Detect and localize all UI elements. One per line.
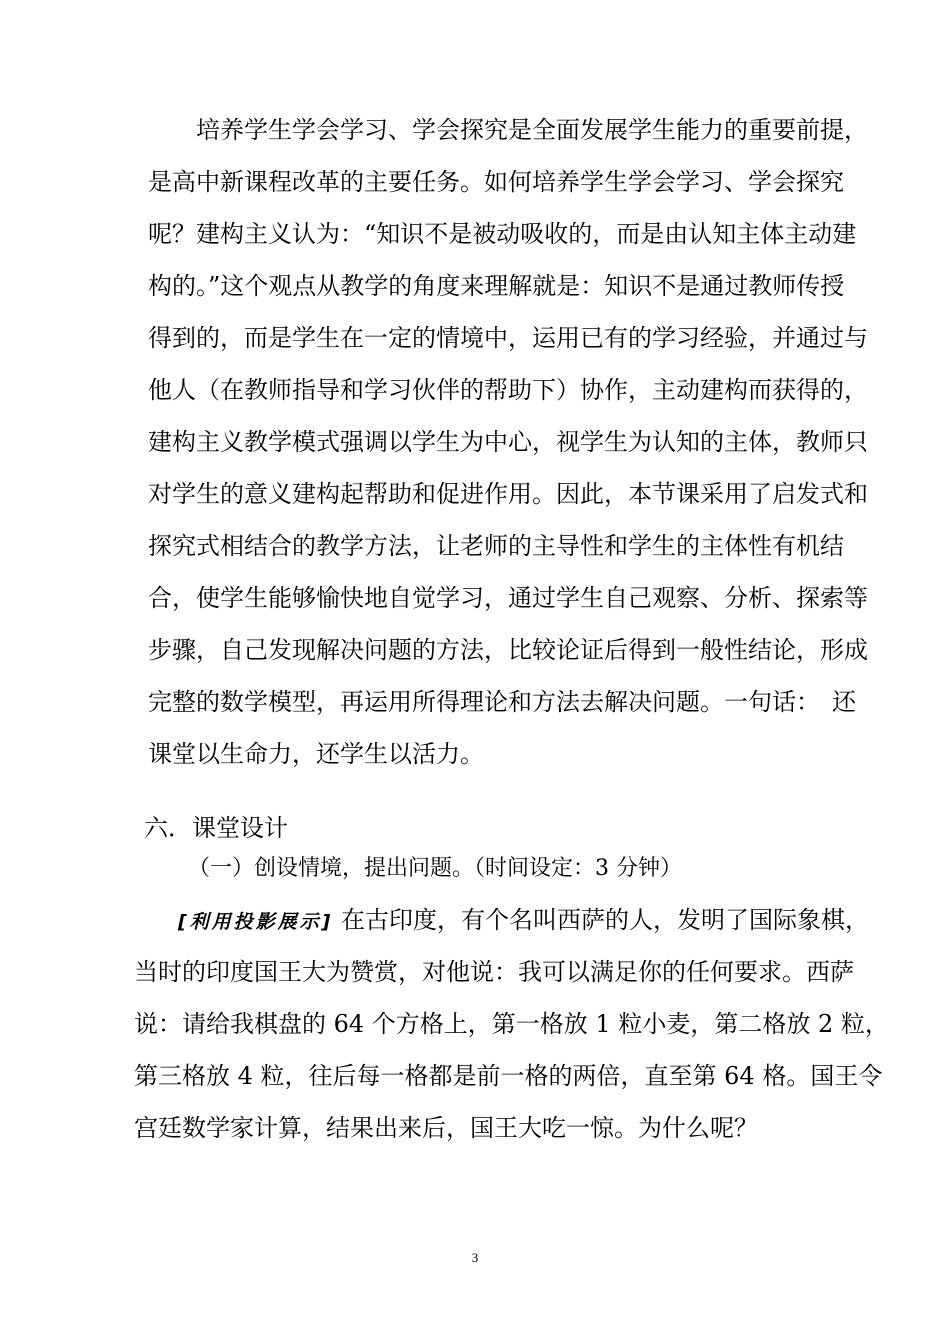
- text-line: 培养学生学会学习、学会探究是全面发展学生能力的重要前提，: [148, 116, 868, 144]
- text-line: 当时的印度国王大为赞赏，对他说：我可以满足你的任何要求。西萨: [134, 958, 854, 986]
- text-line: 对学生的意义建构起帮助和促进作用。因此，本节课采用了启发式和: [148, 480, 868, 508]
- text-line: 宫廷数学家计算，结果出来后，国王大吃一惊。为什么呢？: [134, 1114, 758, 1142]
- text-line: 步骤，自己发现解决问题的方法，比较论证后得到一般性结论，形成: [148, 636, 868, 664]
- section-heading: 六．课堂设计: [144, 814, 288, 842]
- text-line: 课堂以生命力，还学生以活力。: [148, 740, 484, 768]
- text-line: 他人（在教师指导和学习伙伴的帮助下）协作，主动建构而获得的，: [148, 376, 868, 404]
- text-line: 说：请给我棋盘的 64 个方格上，第一格放 1 粒小麦，第二格放 2 粒，: [134, 1010, 889, 1038]
- projection-tag: [利用投影展示]: [178, 911, 334, 933]
- text-line: 呢？建构主义认为：“知识不是被动吸收的，而是由认知主体主动建: [148, 220, 857, 248]
- text-line: 合，使学生能够愉快地自觉学习，通过学生自己观察、分析、探索等: [148, 584, 868, 612]
- text-line: 是高中新课程改革的主要任务。如何培养学生学会学习、学会探究: [148, 168, 844, 196]
- text-span: 在古印度，有个名叫西萨的人，发明了国际象棋，: [333, 906, 870, 934]
- text-line: 构的。”这个观点从教学的角度来理解就是：知识不是通过教师传授: [148, 272, 845, 300]
- text-line: 建构主义教学模式强调以学生为中心，视学生为认知的主体，教师只: [148, 428, 868, 456]
- text-line-first: [178, 904, 869, 938]
- subsection-heading: （一）创设情境，提出问题。（时间设定：3 分钟）: [188, 856, 682, 881]
- text-line: 第三格放 4 粒，往后每一格都是前一格的两倍，直至第 64 格。国王令: [134, 1062, 883, 1090]
- page-number: 3: [471, 1250, 479, 1265]
- text-line: 得到的，而是学生在一定的情境中，运用已有的学习经验，并通过与: [148, 324, 868, 352]
- text-line: 探究式相结合的教学方法，让老师的主导性和学生的主体性有机结: [148, 532, 844, 560]
- text-line: 完整的数学模型，再运用所得理论和方法去解决问题。一句话： 还: [148, 688, 856, 716]
